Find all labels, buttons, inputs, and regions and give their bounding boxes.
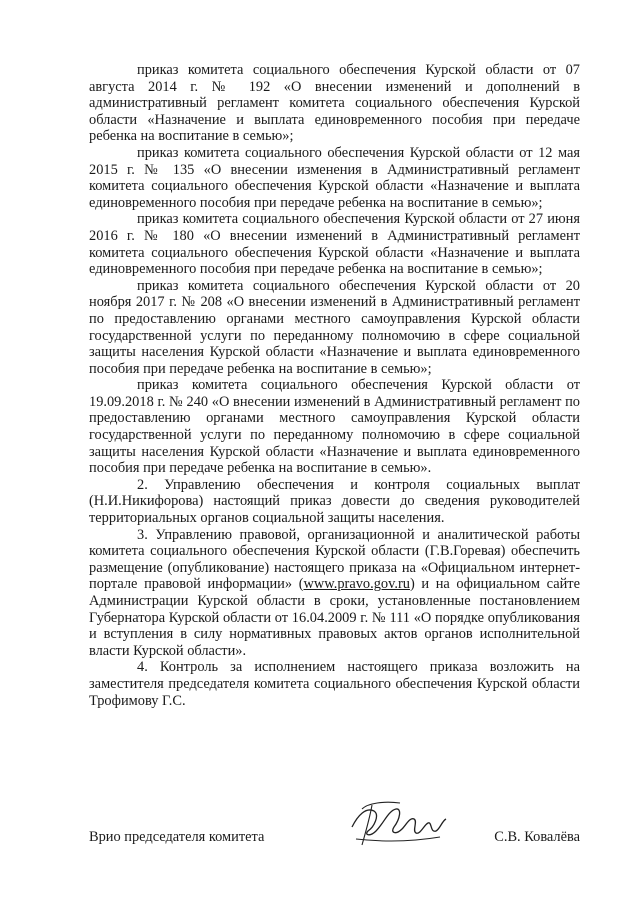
paragraph-order-2017: приказ комитета социального обеспечения Курской области от 20 ноября 2017 г. № 208 «О внесении изменений в Административный регламент по предоставлению органами местного самоуправления Курской области государственной услуги по переданному полномочию в сфере социальной защиты населения Курской области «Назначение и выплата единовременного пособия при передаче ребенка на воспитание в семью»; (89, 277, 580, 377)
paragraph-item-2: 2. Управлению обеспечения и контроля социальных выплат (Н.И.Никифорова) настоящий приказ довести до сведения руководителей территориальных органов социальной защиты населения. (89, 476, 580, 527)
signature-block (89, 815, 580, 855)
signatory-position: Врио председателя комитета (89, 829, 265, 845)
document-body (89, 62, 580, 709)
paragraph-item-3-text-a: 3. Управлению правовой, организационной и аналитической работы комитета социального обеспечения Курской области (Г.В.Горевая) обеспечить размещение (опубликование) настоящего приказа на «Официальном интернет-портале правовой информации» ( (89, 526, 580, 593)
paragraph-order-2015: приказ комитета социального обеспечения Курской области от 12 мая 2015 г. № 135 «О внесении изменения в Административный регламент комитета социального обеспечения Курской области «Назначение и выплата единовременного пособия при передаче ребенка на воспитание в семью»; (89, 144, 580, 211)
paragraph-order-2016: приказ комитета социального обеспечения Курской области от 27 июня 2016 г. № 180 «О внесении изменений в Административный регламент комитета социального обеспечения Курской области «Назначение и выплата единовременного пособия при передаче ребенка на воспитание в семью»; (89, 211, 580, 278)
paragraph-item-3-text-b: ) и на официальном сайте Администрации Курской области в сроки, установленные постановлением Губернатора Курской области от 16.04.2009 г. № 111 «О порядке опубликования и вступления в силу нормативных правовых актов органов исполнительной власти Курской области». (89, 576, 580, 659)
pravo-gov-link[interactable]: www.pravo.gov.ru (303, 576, 410, 593)
paragraph-order-2014: приказ комитета социального обеспечения Курской области от 07 августа 2014 г. № 192 «О внесении изменений и дополнений в административный регламент комитета социального обеспечения Курской области «Назначение и выплата единовременного пособия при передаче ребенка на воспитание в семью»; (89, 62, 580, 145)
paragraph-item-4: 4. Контроль за исполнением настоящего приказа возложить на заместителя председателя комитета социального обеспечения Курской области Трофимову Г.С. (89, 659, 580, 709)
signatory-name: С.В. Ковалёва (494, 829, 580, 845)
paragraph-order-2018: приказ комитета социального обеспечения Курской области от 19.09.2018 г. № 240 «О внесении изменений в Административный регламент по предоставлению органами местного самоуправления Курской области государственной услуги по переданному полномочию в сфере социальной защиты населения Курской области «Назначение и выплата единовременного пособия при передаче ребенка на воспитание в семью». (89, 377, 580, 477)
handwritten-signature (344, 797, 454, 853)
paragraph-item-3 (89, 527, 580, 660)
